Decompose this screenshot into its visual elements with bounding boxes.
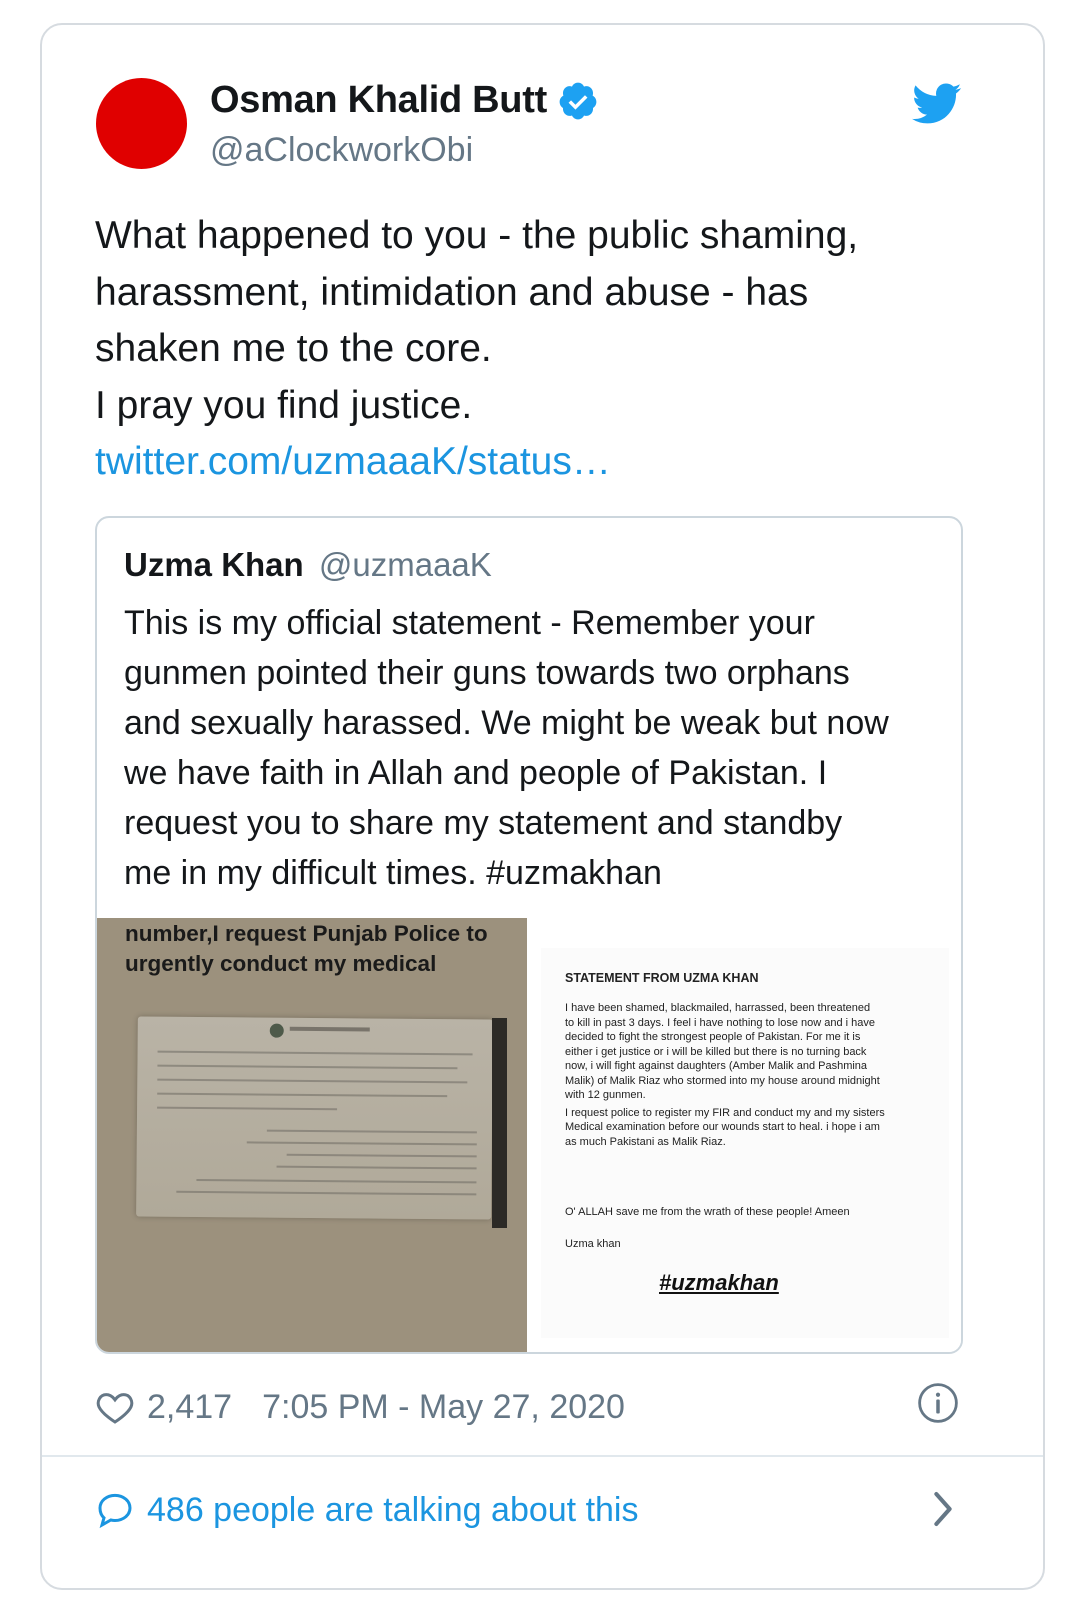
tweet-meta-row [95, 1382, 965, 1432]
statement-line: decided to fight the strongest people of Pakistan. For me it is [565, 1031, 861, 1043]
tweet-timestamp[interactable]: 7:05 PM - May 27, 2020 [262, 1387, 625, 1426]
quoted-author-handle: @uzmaaaK [318, 546, 492, 583]
quoted-line: we have faith in Allah and people of Pakistan. I [124, 754, 828, 792]
statement-line: either i get justice or i will be killed but there is no turning back [565, 1045, 867, 1058]
statement-line: I have been shamed, blackmailed, harrassed, been threatened [565, 1002, 871, 1014]
statement-line: I request police to register my FIR and conduct my and my sisters [565, 1106, 885, 1119]
statement-hashtag: #uzmakhan [659, 1270, 779, 1295]
statement-signature: Uzma khan [565, 1238, 621, 1250]
statement-line: Malik) of Malik Riaz who stormed into my house around midnight [565, 1074, 880, 1087]
quoted-tweet-header [124, 546, 492, 584]
tweet-line: harassment, intimidation and abuse - has [95, 270, 809, 314]
statement-prayer: O' ALLAH save me from the wrath of these people! Ameen [565, 1206, 850, 1218]
quoted-line: and sexually harassed. We might be weak but now [124, 704, 889, 742]
tweet-line: What happened to you - the public shaming, [95, 214, 859, 257]
quoted-media [97, 918, 963, 1354]
tweet-line: I pray you find justice. [95, 383, 473, 427]
statement-line: with 12 gunmen. [565, 1089, 646, 1101]
quoted-line: me in my difficult times. #uzmakhan [124, 854, 662, 892]
document-shadow [492, 1018, 507, 1228]
info-icon[interactable] [917, 1382, 959, 1424]
quoted-tweet-text [124, 598, 954, 898]
author-name-text[interactable]: Osman Khalid Butt [210, 79, 547, 121]
heart-icon[interactable] [95, 1387, 135, 1427]
photo-caption-overlay [125, 919, 525, 979]
tweet-text [95, 208, 995, 491]
document-seal-icon [270, 1024, 284, 1038]
chevron-right-icon[interactable] [930, 1489, 956, 1529]
tweet-link[interactable]: twitter.com/uzmaaaK/status… [95, 440, 611, 483]
avatar[interactable] [96, 78, 187, 169]
quoted-author-name: Uzma Khan [124, 546, 304, 583]
embedded-tweet-card [40, 23, 1045, 1590]
media-photo-document[interactable] [97, 918, 527, 1354]
media-statement-image[interactable] [529, 918, 963, 1354]
speech-bubble-icon [95, 1490, 135, 1530]
tweet-line: shaken me to the core. [95, 327, 492, 370]
document-heading-mark [290, 1027, 370, 1032]
statement-line: Medical examination before our wounds start to heal. i hope i am [565, 1121, 880, 1133]
statement-body [565, 1001, 935, 1149]
like-count[interactable]: 2,417 [147, 1387, 233, 1426]
statement-line: to kill in past 3 days. I feel i have nothing to lose now and i have [565, 1016, 876, 1029]
author-handle[interactable]: @aClockworkObi [210, 131, 474, 169]
statement-title: STATEMENT FROM UZMA KHAN [565, 971, 759, 985]
quoted-line: request you to share my statement and standby [124, 804, 843, 842]
conversation-label[interactable]: 486 people are talking about this [147, 1490, 639, 1529]
author-name[interactable] [210, 79, 599, 122]
complaint-document-image [136, 1016, 493, 1219]
verified-badge-icon [557, 80, 599, 122]
conversation-link[interactable] [95, 1485, 965, 1535]
divider [42, 1455, 1043, 1457]
photo-caption-line: urgently conduct my medical [125, 951, 437, 976]
quoted-tweet[interactable] [95, 516, 963, 1354]
quoted-line: gunmen pointed their guns towards two orphans [124, 654, 850, 692]
quoted-line: This is my official statement - Remember your [124, 604, 815, 642]
statement-line: as much Pakistani as Malik Riaz. [565, 1135, 726, 1148]
twitter-bird-icon[interactable] [912, 83, 962, 125]
statement-line: now, i will fight against daughters (Amber Malik and Pashmina [565, 1060, 868, 1072]
photo-caption-line: number,I request Punjab Police to [125, 921, 488, 946]
